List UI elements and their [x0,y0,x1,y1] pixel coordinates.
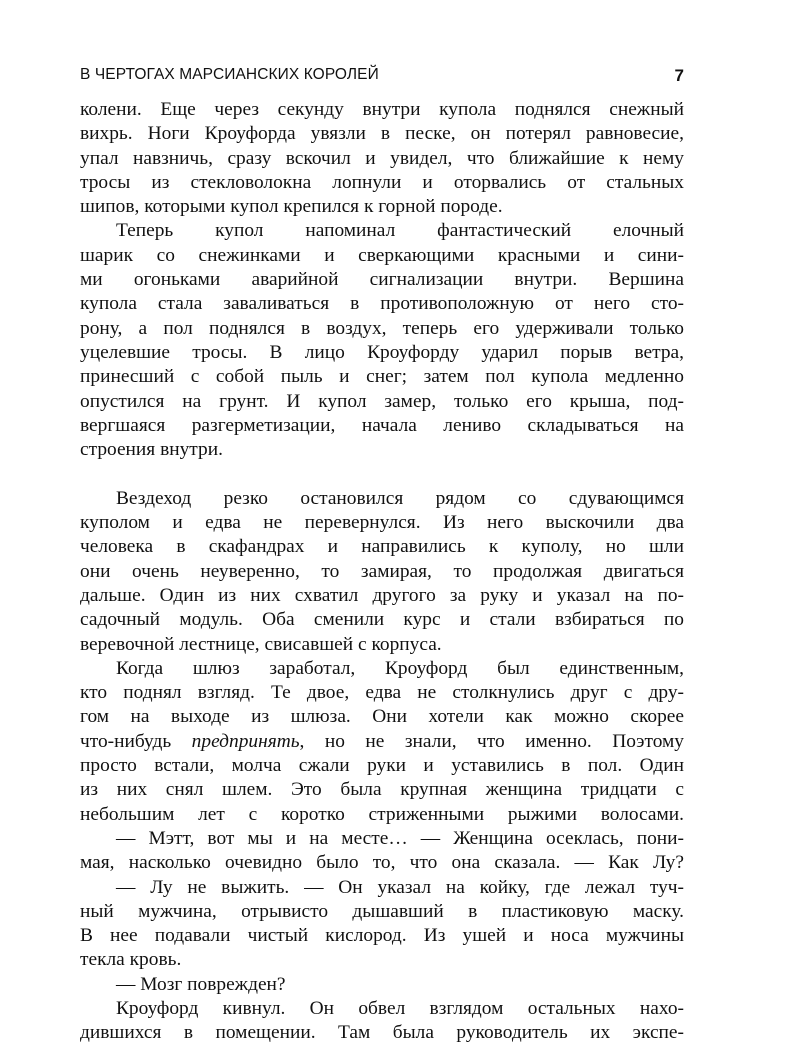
text-line: веревочной лестнице, свисавшей с корпуса. [80,633,442,655]
text-line: упал навзничь, сразу вскочил и увидел, что ближайшие к нему [80,147,684,169]
italic-word: предпринять [191,730,300,752]
text-line: Теперь купол напоминал фантастический елочный [116,220,684,242]
text-span: что-нибудь [80,730,192,752]
text-line: текла кровь. [80,949,182,971]
text-line: ный мужчина, отрывисто дышавший в пластиковую маску. [80,900,684,922]
text-line: строения внутри. [80,439,223,461]
text-line: рону, а пол поднялся в воздух, теперь его удерживали только [80,317,684,339]
text-line: из них снял шлем. Это была крупная женщина тридцати с [80,779,684,801]
text-line: шарик со снежинками и сверкающими красными и сини- [80,244,684,266]
text-line: — Мэтт, вот мы и на месте… — Женщина осеклась, пони- [116,827,684,849]
text-line: шипов, которыми купол крепился к горной породе. [80,196,503,218]
body-text [80,98,684,1046]
text-line [80,730,684,754]
text-line: небольшим лет с коротко стриженными рыжими волосами. [80,803,684,825]
text-line: гом на выходе из шлюза. Они хотели как можно скорее [80,706,684,728]
text-line: принесший с собой пыль и снег; затем пол купола медленно [80,366,684,388]
text-line: тросы из стекловолокна лопнули и оторвались от стальных [80,171,684,193]
text-line: — Лу не выжить. — Он указал на койку, где лежал туч- [116,876,684,898]
text-line: дившихся в помещении. Там была руководитель их экспе- [80,1022,684,1044]
text-line: вергшаяся разгерметизации, начала лениво складываться на [80,414,684,436]
text-line: ми огоньками аварийной сигнализации внутри. Вершина [80,269,684,291]
text-line: уцелевшие тросы. В лицо Кроуфорду ударил порыв ветра, [80,341,684,363]
text-line: просто встали, молча сжали руки и уставились в пол. Один [80,755,684,777]
text-line: кто поднял взгляд. Те двое, едва не столкнулись друг с дру- [80,682,684,704]
text-line: куполом и едва не перевернулся. Из него выскочили два [80,512,684,534]
text-line: колени. Еще через секунду внутри купола поднялся снежный [80,99,684,120]
text-line: купола стала заваливаться в противоположную от него сто- [80,293,684,315]
text-line: они очень неуверенно, то замирая, то продолжая двигаться [80,560,684,582]
text-line: — Мозг поврежден? [116,973,286,995]
text-line: человека в скафандрах и направились к куполу, но шли [80,536,684,558]
text-span: , но не знали, что именно. Поэтому [299,730,684,752]
text-line: дальше. Один из них схватил другого за руку и указал на по- [80,584,684,606]
page-header [80,66,684,90]
text-line: Кроуфорд кивнул. Он обвел взглядом остальных нахо- [116,997,684,1019]
text-line: В нее подавали чистый кислород. Из ушей и носа мужчины [80,925,684,947]
running-title: В ЧЕРТОГАХ МАРСИАНСКИХ КОРОЛЕЙ [80,66,379,83]
text-line: вихрь. Ноги Кроуфорда увязли в песке, он потерял равновесие, [80,123,684,145]
text-line: садочный модуль. Оба сменили курс и стали взбираться по [80,609,684,631]
text-line: опустился на грунт. И купол замер, только его крыша, под- [80,390,684,412]
page-number: 7 [674,66,684,85]
text-line: мая, насколько очевидно было то, что она сказала. — Как Лу? [80,852,684,874]
text-line: Вездеход резко остановился рядом со сдувающимся [116,487,684,509]
text-line: Когда шлюз заработал, Кроуфорд был единственным, [116,657,684,679]
section-break [80,462,684,486]
